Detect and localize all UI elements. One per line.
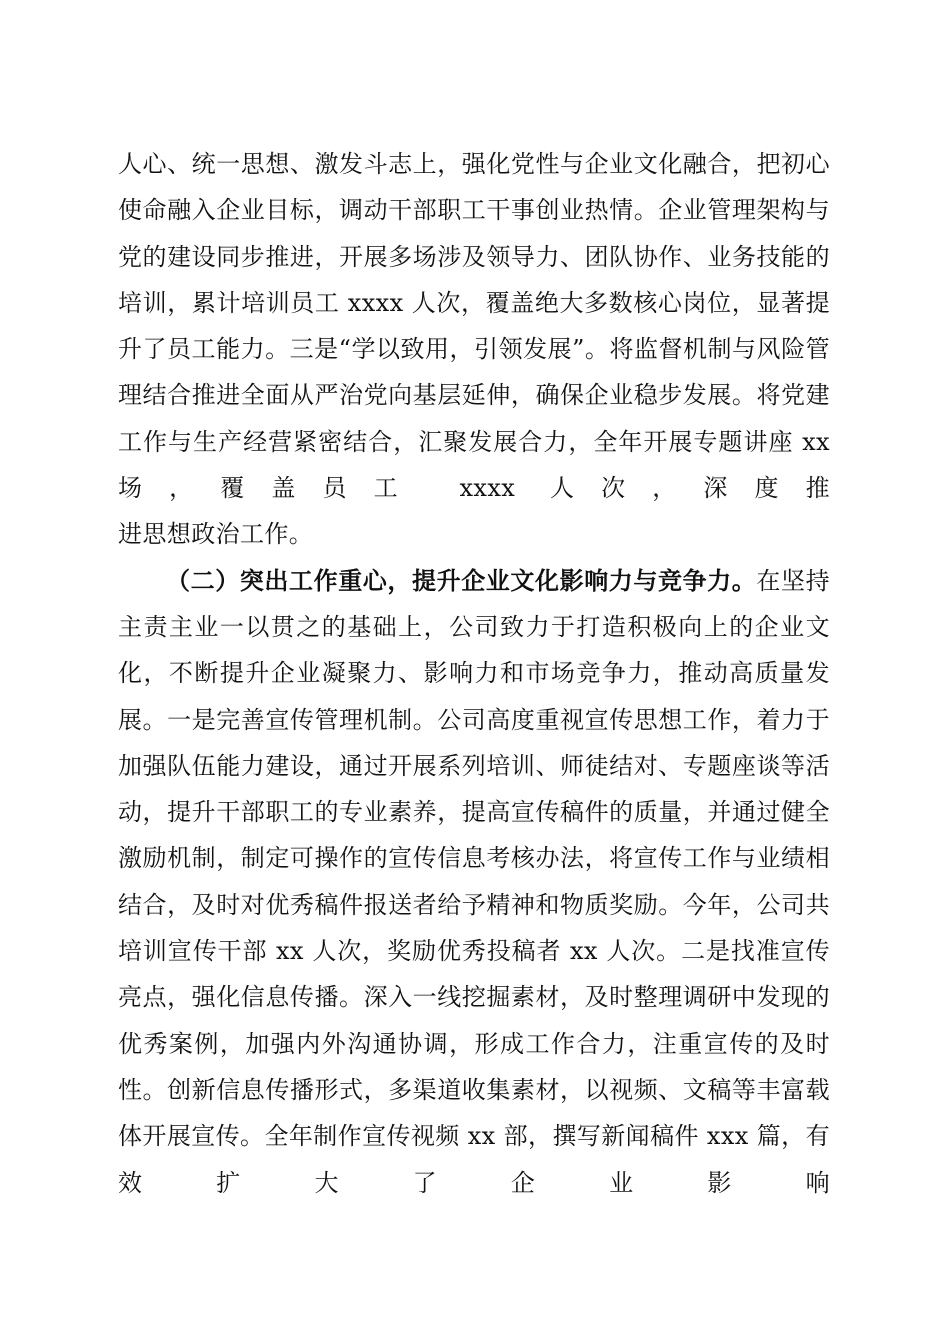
section-heading: （二）突出工作重心，提升企业文化影响力与竞争力。	[166, 565, 757, 595]
paragraph-1-text: 人心、统一思想、激发斗志上，强化党性与企业文化融合，把初心使命融入企业目标，调动干部职工干事创业热情。企业管理架构与党的建设同步推进，开展多场涉及领导力、团队协作、业务技能的培训，累计培训员工 xxxx 人次，覆盖绝大多数核心岗位，显著提升了员工能力。三是“学以致用，引领发展”。将监督机制与风险管理结合推进全面从严治党向基层延伸，确保企业稳步发展。将党建工作与生产经营紧密结合，汇聚发展合力，全年开展专题讲座 xx 场，覆盖员工 xxxx 人次，深度推	[118, 150, 830, 503]
paragraph-1	[118, 141, 830, 558]
paragraph-2	[118, 558, 830, 1206]
paragraph-2-text: 在坚持主责主业一以贯之的基础上，公司致力于打造积极向上的企业文化，不断提升企业凝聚力、影响力和市场竞争力，推动高质量发展。一是完善宣传管理机制。公司高度重视宣传思想工作，着力于加强队伍能力建设，通过开展系列培训、师徒结对、专题座谈等活动，提升干部职工的专业素养，提高宣传稿件的质量，并通过健全激励机制，制定可操作的宣传信息考核办法，将宣传工作与业绩相结合，及时对优秀稿件报送者给予精神和物质奖励。今年，公司共培训宣传干部 xx 人次，奖励优秀投稿者 xx 人次。二是找准宣传亮点，强化信息传播。深入一线挖掘素材，及时整理调研中发现的优秀案例，加强内外沟通协调，形成工作合力，注重宣传的及时性。创新信息传播形式，多渠道收集素材，以视频、文稿等丰富载体开展宣传。全年制作宣传视频 xx 部，撰写新闻稿件 xxx 篇，有效扩大了企业影响	[118, 566, 830, 1197]
document-body	[118, 141, 830, 1206]
paragraph-1-end: 进思想政治工作。	[118, 520, 314, 549]
